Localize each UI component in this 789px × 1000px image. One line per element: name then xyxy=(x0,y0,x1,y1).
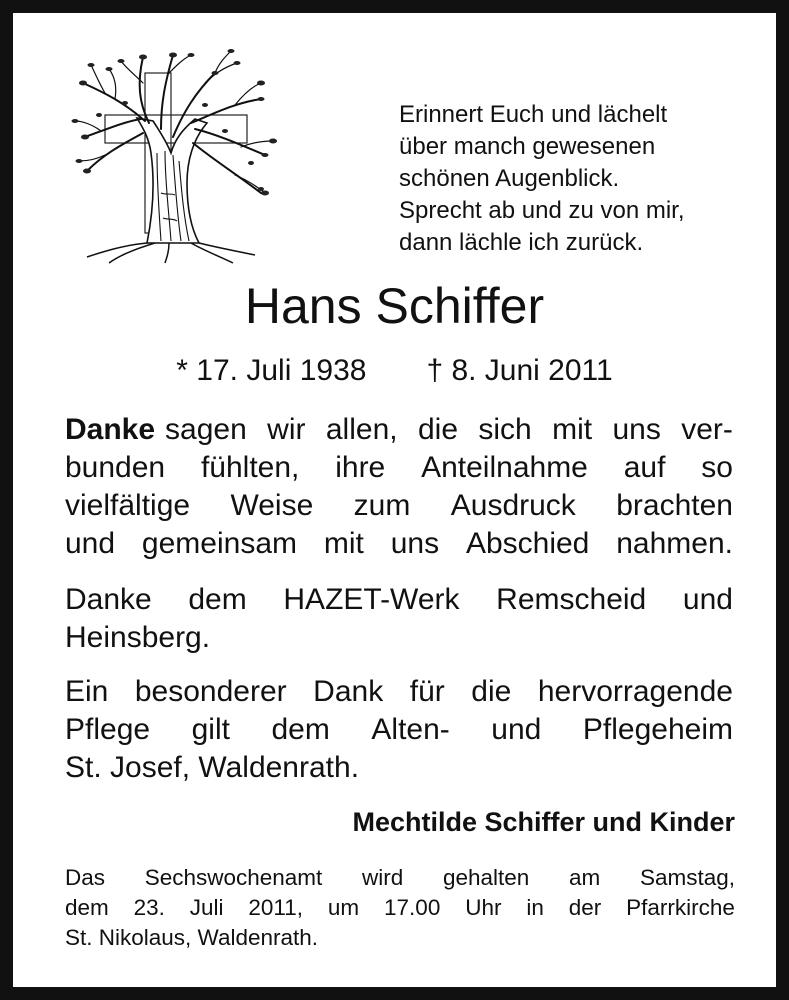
word: Pflege xyxy=(65,713,151,746)
thanks-line-4 xyxy=(65,525,733,563)
word: sich xyxy=(478,413,532,446)
word: mit xyxy=(323,527,364,560)
word: vielfältige xyxy=(65,489,191,522)
word: Uhr xyxy=(465,895,502,920)
word: fühlten, xyxy=(200,451,300,484)
word: dem xyxy=(65,895,109,920)
tree-with-cross-icon xyxy=(65,43,287,265)
life-dates xyxy=(13,351,776,391)
word: hervorragende xyxy=(537,675,733,708)
signature: Mechtilde Schiffer und Kinder xyxy=(352,807,735,837)
care-thanks-paragraph xyxy=(65,673,733,787)
word: uns xyxy=(390,527,440,560)
care-thanks-line-2 xyxy=(65,711,733,749)
thanks-line-2 xyxy=(65,449,733,487)
notice-line-2 xyxy=(65,893,735,923)
poem xyxy=(399,99,759,259)
word: ver- xyxy=(681,413,733,446)
word: Alten- xyxy=(371,713,450,746)
word: die xyxy=(417,413,459,446)
word: Anteilnahme xyxy=(421,451,588,484)
thanks-line-3 xyxy=(65,487,733,525)
thanks-line-1-rest xyxy=(155,411,733,449)
thanks-bold-word: Danke xyxy=(65,413,156,446)
word: so xyxy=(701,451,733,484)
word: 2011, xyxy=(248,895,304,920)
word: mit xyxy=(552,413,593,446)
word: Samstag, xyxy=(639,865,735,890)
word: Danke xyxy=(65,583,152,616)
word: gehalten xyxy=(442,865,530,890)
word: 23. xyxy=(133,895,165,920)
thanks-paragraph xyxy=(65,411,733,563)
deceased-name: Hans Schiffer xyxy=(244,278,545,334)
word: wird xyxy=(362,865,404,890)
notice-line-3: St. Nikolaus, Waldenrath. xyxy=(65,925,319,950)
word: gemeinsam xyxy=(141,527,297,560)
word: der xyxy=(568,895,602,920)
company-thanks-line-1 xyxy=(65,581,733,619)
word: dem xyxy=(271,713,330,746)
word: besonderer xyxy=(134,675,287,708)
word: Juli xyxy=(189,895,224,920)
word: Ein xyxy=(65,675,109,708)
word: ihre xyxy=(335,451,386,484)
word: Pflegeheim xyxy=(582,713,733,746)
word: Dank xyxy=(313,675,384,708)
word: wir xyxy=(267,413,306,446)
word: auf xyxy=(623,451,666,484)
word: Weise xyxy=(230,489,314,522)
birth-date: * 17. Juli 1938 xyxy=(176,354,367,387)
care-thanks-line-3: St. Josef, Waldenrath. xyxy=(65,751,360,784)
notice-line-1 xyxy=(65,863,735,893)
word: bunden xyxy=(65,451,166,484)
word: Remscheid xyxy=(496,583,647,616)
word: 17.00 xyxy=(384,895,441,920)
word: uns xyxy=(612,413,661,446)
word: nahmen. xyxy=(616,527,733,560)
poem-line: schönen Augenblick. xyxy=(399,165,620,192)
word: am xyxy=(568,865,601,890)
word: Das xyxy=(65,865,106,890)
word: dem xyxy=(188,583,247,616)
word: die xyxy=(471,675,512,708)
word: sagen xyxy=(165,413,247,446)
memorial-notice xyxy=(65,863,735,953)
word: zum xyxy=(353,489,411,522)
company-thanks-paragraph xyxy=(65,581,733,657)
word: Sechswochenamt xyxy=(144,865,323,890)
word: und xyxy=(491,713,542,746)
word: um xyxy=(327,895,360,920)
word: HAZET-Werk xyxy=(283,583,460,616)
word: und xyxy=(65,527,116,560)
poem-line: über manch gewesenen xyxy=(399,133,656,160)
care-thanks-line-1 xyxy=(65,673,733,711)
poem-line: Erinnert Euch und lächelt xyxy=(399,101,668,128)
word: Pfarrkirche xyxy=(626,895,735,920)
poem-line: dann lächle ich zurück. xyxy=(399,229,644,256)
word: brachten xyxy=(616,489,733,522)
word: Ausdruck xyxy=(450,489,576,522)
poem-line: Sprecht ab und zu von mir, xyxy=(399,197,685,224)
company-thanks-line-2: Heinsberg. xyxy=(65,621,211,654)
word: in xyxy=(526,895,544,920)
word: gilt xyxy=(191,713,230,746)
word: für xyxy=(409,675,445,708)
word: Abschied xyxy=(465,527,590,560)
word: allen, xyxy=(325,413,398,446)
word: und xyxy=(682,583,733,616)
thanks-line-1 xyxy=(65,411,733,449)
death-date: † 8. Juni 2011 xyxy=(426,354,613,387)
